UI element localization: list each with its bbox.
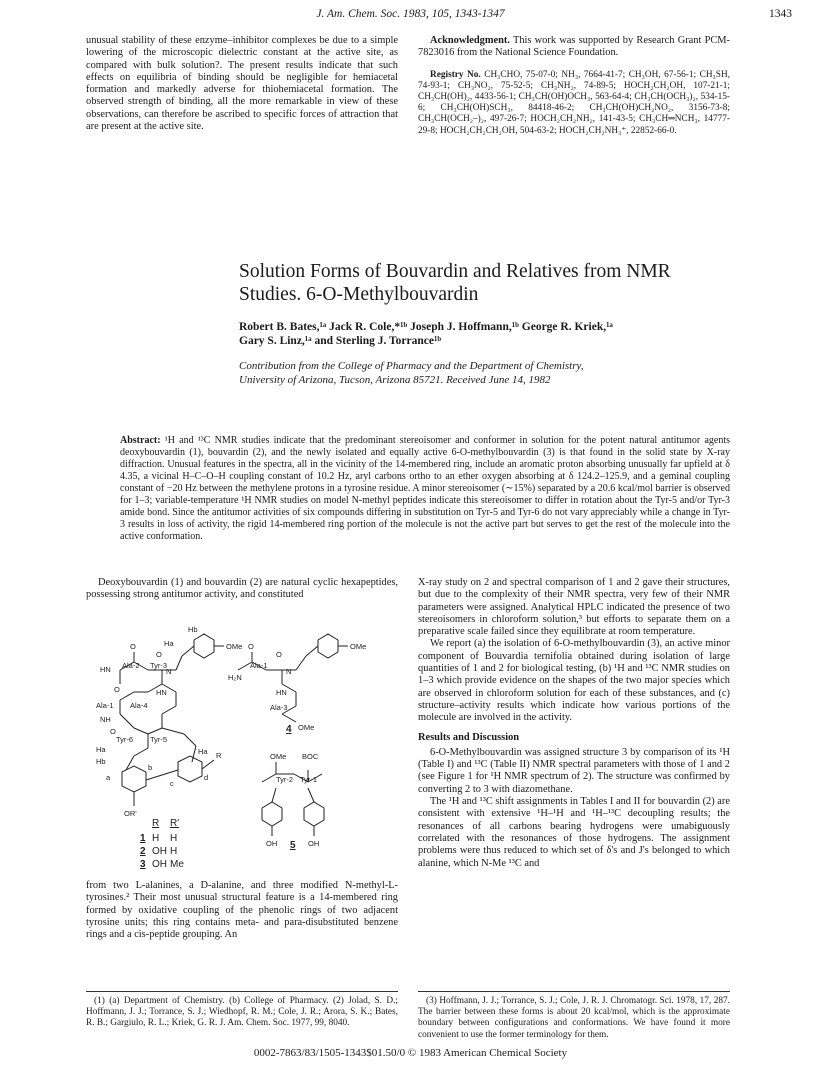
row-1-num: 1 [140, 833, 146, 844]
n-label-4: N [286, 667, 292, 676]
title-line-1: Solution Forms of Bouvardin and Relatives from NMR [239, 261, 671, 282]
intro-text: Deoxybouvardin (1) and bouvardin (2) are natural cyclic hexapeptides, possessing strong antitumor activity, and constituted [86, 577, 398, 601]
footnote-left-text: (1) (a) Department of Chemistry. (b) College of Pharmacy. (2) Jolad, S. D.; Hoffmann, J. J.; Torrance, S. J.; Wiedhopf, R. M.; Cole, J. R.; Arora, S. K.; Bates, R. B.; Gargiulo, R. L.; Kriek, G. R. J. Am. Chem. Soc. 1977, 99, 8040. [86, 996, 398, 1029]
ack-text: This work was supported by Research Grant PCM-7823016 from the National Science Foundation. [418, 35, 730, 59]
compound-4-number: 4 [286, 724, 292, 735]
oh-label-5a: OH [266, 839, 278, 848]
footnote-right-text: (3) Hoffmann, J. J.; Torrance, S. J.; Cole, J. R. J. Chromatogr. Sci. 1978, 17, 287. The barrier between these forms is about 20 kcal/mol, which is the approximate boundary between configurations and conformations. We have found it more convenient to use the former terminology for them. [418, 996, 730, 1040]
o-label-4: O [110, 727, 116, 736]
h2n-label: H₂N [228, 673, 242, 682]
page-number: 1343 [769, 8, 792, 20]
abstract-text: ¹H and ¹³C NMR studies indicate that the predominant stereoisomer and conformer in solution for the potent natural antitumor agents deoxybouvardin (1), bouvardin (2), and the newly isolated and equally active 6-O-methylbouvardin (3) is that found in the solid state by X-ray diffraction. Unusual features in the spectra, all in the vicinity of the 14-membered ring, include an aromatic proton absorbing unusually far upfield at δ 4.35, a vicinal H–C–O–H coupling constant of 10.2 Hz, aryl carbons ortho to an ether oxygen absorbing at δ 124.2–125.9, and a geminal coupling constant of −20 Hz between the methylene protons in a tyrosine residue. A minor stereoisomer (∼15%) separated by a 20.6 kcal/mol barrier is observed for 1–3; variable-temperature ¹H NMR studies on model N-methyl peptides indicate this stereoisomer to differ in rotation about the Tyr-5 and/or Tyr-3 amide bond. Since the antitumor activities of six compounds differing in substitution on Tyr-5 and Tyr-6 do not vary appreciably while a change in Tyr-3 results in loss of activity, the rigid 14-membered ring portion of the molecule is not the active part but serves to get the rest of the molecule into the active conformation. [120, 435, 730, 542]
registry-text: CH₃CHO, 75-07-0; NH₃, 7664-41-7; CH₃OH, 67-56-1; CH₃SH, 74-93-1; CH₃NO₂, 75-52-5; CH₃NH₂, 74-89-5; HOCH₂CH₂OH, 107-21-1; CH₃CH(OH)₂, 4433-56-1; CH₃CH(OH)OCH₃, 563-64-4; CH₃CH(OCH₃)₂, 534-15-6; CH₃CH(OH)SCH₃, 84418-46-2; CH₃CH(OH)CH₂NO₂, 3156-73-8; CH₃CH(OCH₂–)₂, 497-26-7; HOCH₂CH₂NH₂, 141-43-5; CH₃CH═NCH₃, 14777-29-8; HOCH₂CH₂CH₂OH, 504-63-2; HOCH₂CH₂NH₃⁺, 22852-66-0. [418, 69, 731, 136]
row-3-num: 3 [140, 859, 146, 870]
title-line-2: Studies. 6-O-Methylbouvardin [239, 284, 479, 305]
row-3-r1: Me [170, 859, 184, 870]
nh-label: NH [100, 715, 111, 724]
hb-label: Hb [188, 625, 198, 634]
affiliation-line-1: Contribution from the College of Pharmacy and the Department of Chemistry, [239, 360, 584, 372]
authors [239, 320, 779, 348]
ha-label-2: Ha [96, 745, 106, 754]
table-header-r: R [152, 818, 160, 829]
affiliation [239, 360, 779, 387]
n-label: N [166, 667, 172, 676]
tyr6-label: Tyr-6 [116, 735, 134, 744]
oh-label-5b: OH [308, 839, 320, 848]
footnotes-left [86, 996, 398, 1030]
body-right-p1: X-ray study on 2 and spectral comparison of 1 and 2 gave their structures, but due to the complexity of their NMR spectra, very few of their NMR parameters were assigned. Analytical HPLC indicated the presence of two stereoisomers in chloroform solution,³ but efforts to separate them on a preparative scale failed since they equilibrate at room temperature. [418, 577, 730, 638]
carryover-paragraph [86, 35, 398, 133]
ome-label: OMe [226, 642, 243, 651]
ha-label-3: Ha [198, 747, 208, 756]
ala1-label-4: Ala-1 [250, 661, 268, 670]
ome-label-4b: OMe [298, 723, 315, 732]
o-label-2: O [156, 650, 162, 659]
body-right-p2: We report (a) the isolation of 6-O-methylbouvardin (3), an active minor component of Bouvardia ternifolia obtained during isolation of large quantities of 1 and 2 for biological testing, (b) ¹H and ¹³C NMR studies on 1–3 which provide evidence on the shapes of the two major species which are observed in chloroform solution for each of these substances, and (c) structure–activity results which indicate how various portions of the molecule are involved in the activity. [418, 638, 730, 724]
intro-paragraph [86, 577, 398, 602]
ack-label: Acknowledgment. [430, 35, 510, 46]
hn-label: HN [100, 665, 111, 674]
row-1-r1: H [170, 833, 178, 844]
body-left-continued-text: from two L-alanines, a D-alanine, and three modified N-methyl-L-tyrosines.² Their most unusual structural feature is a 14-membered ring formed by oxidative coupling of the phenolic rings of two adjacent tyrosine units; this ring contains meta- and para-disubstituted benzene rings and a cis-peptide grouping. An [86, 880, 398, 941]
running-header: J. Am. Chem. Soc. 1983, 105, 1343-1347 [316, 8, 505, 20]
hn-label-4: HN [276, 688, 287, 697]
article-title [239, 260, 759, 306]
row-2-r: OH [152, 846, 167, 857]
footnote-rule-right [418, 991, 730, 992]
row-1-r: H [152, 833, 160, 844]
row-2-num: 2 [140, 846, 146, 857]
body-left-continued [86, 880, 398, 941]
affiliation-line-2: University of Arizona, Tucson, Arizona 85721. Received June 14, 1982 [239, 373, 551, 386]
row-3-r: OH [152, 859, 167, 870]
tyr3-label: Tyr-3 [150, 661, 168, 670]
abstract-label: Abstract: [120, 435, 161, 446]
ala1-label: Ala-1 [96, 701, 114, 710]
tyr1-label: Tyr-1 [300, 775, 318, 784]
acknowledgment-block [418, 35, 730, 137]
carryover-text: unusual stability of these enzyme–inhibitor complexes be due to a simple lowering of the microscopic dielectric constant at the active site, as compared with bulk solution?. The present results indicate that such effects on equilibria of binding should be negligible for hemiacetal formation and markedly adverse for thiohemiacetal formation. The observed strength of binding, all the more remarkable in view of these observations, can therefore be ascribed to specific forces of attraction that are present at the active site. [86, 35, 398, 133]
phenyl-ring [194, 634, 214, 658]
hn-label-2: HN [156, 688, 167, 697]
compound-5-number: 5 [290, 840, 296, 851]
ala3-label: Ala-3 [270, 703, 288, 712]
authors-line-1: Robert B. Bates,¹ᵃ Jack R. Cole,*¹ᵇ Joseph J. Hoffmann,¹ᵇ George R. Kriek,¹ᵃ [239, 321, 613, 333]
ome-label-5: OMe [270, 752, 287, 761]
body-right [418, 577, 730, 870]
b-label: b [148, 763, 153, 772]
footnote-rule-left [86, 991, 398, 992]
tyr2-label: Tyr-2 [276, 775, 294, 784]
footnotes-right [418, 996, 730, 1041]
ome-label-4: OMe [350, 642, 367, 651]
boc-label: BOC [302, 752, 319, 761]
o-label-3: O [114, 685, 120, 694]
o-label: O [130, 642, 136, 651]
a-label: a [106, 773, 111, 782]
lower-ring-left [122, 766, 146, 792]
ala2-label: Ala-2 [122, 661, 140, 670]
r-label: R [216, 751, 222, 760]
c-label: c [170, 779, 174, 788]
o-label-6: O [276, 650, 282, 659]
o-label-5: O [248, 642, 254, 651]
section-heading: Results and Discussion [418, 731, 520, 743]
d-label: d [204, 773, 209, 782]
lower-ring-right [178, 756, 202, 782]
body-right-p4: The ¹H and ¹³C shift assignments in Tables I and II for bouvardin (2) are consistent with extensive ¹H–¹H and ¹H–¹³C decoupling results; the resonances of all carbons bearing hydrogens were umabiguously correlated with the resonances of those hydrogens. The assignment problems were thus reduced to which set of δ's and J's belonged to which alanine, which N-Me ¹³C and [418, 796, 730, 869]
hb-label-2: Hb [96, 757, 106, 766]
registry-label: Registry No. [430, 69, 481, 80]
ha-label: Ha [164, 639, 174, 648]
phenyl-ring-5b [304, 802, 324, 826]
structures-figure [86, 622, 398, 877]
row-2-r1: H [170, 846, 178, 857]
or1-label: OR' [124, 809, 137, 818]
table-header-r1: R' [170, 818, 180, 829]
abstract [120, 435, 730, 543]
ala4-label: Ala-4 [130, 701, 148, 710]
authors-line-2: Gary S. Linz,¹ᵃ and Sterling J. Torrance¹ᵇ [239, 335, 442, 347]
phenyl-ring-4 [318, 634, 338, 658]
footer-copyright: 0002-7863/83/1505-1343$01.50/0 © 1983 American Chemical Society [253, 1047, 568, 1059]
tyr5-label: Tyr-5 [150, 735, 168, 744]
body-right-p3: 6-O-Methylbouvardin was assigned structure 3 by comparison of its ¹H (Table I) and ¹³C (Table II) NMR spectral parameters with those of 1 and 2 (see Figure 1 for ¹H NMR spectrum of 2). The structure was confirmed by converting 2 to 3 with diazomethane. [418, 746, 730, 795]
phenyl-ring-5a [262, 802, 282, 826]
